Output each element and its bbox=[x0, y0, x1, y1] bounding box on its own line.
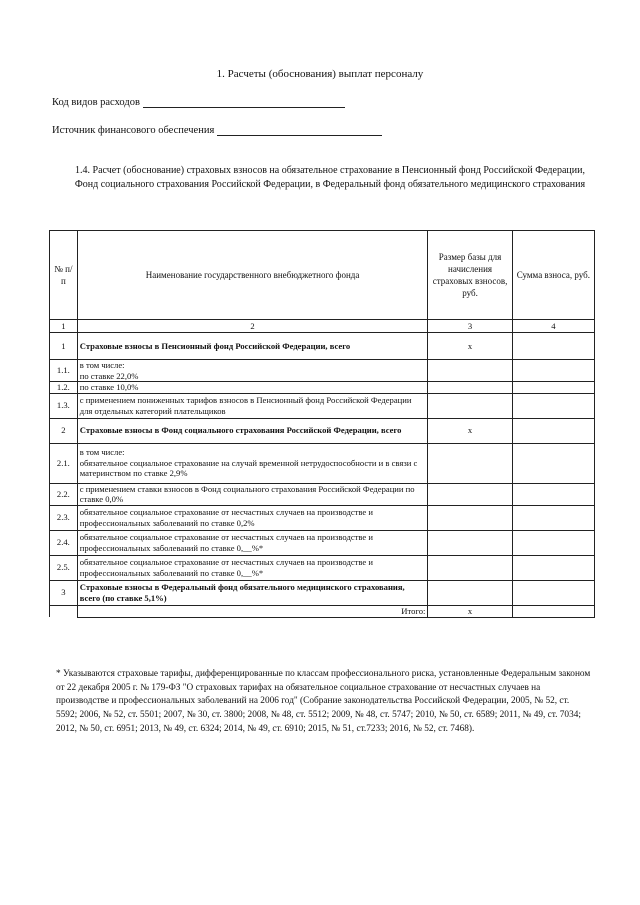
row-sum-value bbox=[512, 530, 594, 555]
row-base-value: х bbox=[428, 333, 512, 360]
column-number: 1 bbox=[50, 320, 78, 333]
row-fund-name: обязательное социальное страхование от несчастных случаев на производстве и профессиональных заболеваний по ставке 0,__%* bbox=[77, 530, 428, 555]
row-fund-name: в том числе: по ставке 22,0% bbox=[77, 360, 428, 382]
column-number: 2 bbox=[77, 320, 428, 333]
row-fund-name: в том числе: обязательное социальное страхование на случай временной нетрудоспособности и в связи с материнством по ставке 2,9% bbox=[77, 443, 428, 483]
row-base-value bbox=[428, 505, 512, 530]
row-fund-name: обязательное социальное страхование от несчастных случаев на производстве и профессиональных заболеваний по ставке 0,__%* bbox=[77, 555, 428, 580]
row-number: 2.4. bbox=[50, 530, 78, 555]
row-number: 2.2. bbox=[50, 483, 78, 505]
row-number: 3 bbox=[50, 580, 78, 605]
footnote: * Указываются страховые тарифы, дифференцированные по классам профессионального риска, установленные Федеральным законом от 22 декабря 2005 г. № 179-ФЗ "О страховых тарифах на обязательное социальное страхование от несчастных случаев на производстве и профессиональных заболеваний на 2006 год" (Собрание законодательства Российской Федерации, 2005, № 52, ст. 5592; 2006, № 52, ст. 5501; 2007, № 30, ст. 3800; 2008, № 48, ст. 5512; 2009, № 48, ст. 5747; 2010, № 50, ст. 6589; 2011, № 49, ст. 7034; 2012, № 50, ст. 6951; 2013, № 49, ст. 6324; 2014, № 49, ст. 6910; 2015, № 51, ст.7233; 2016, № 52, ст. 7468). bbox=[56, 669, 591, 734]
funding-source-blank bbox=[217, 124, 382, 136]
row-sum-value bbox=[512, 360, 594, 382]
row-number: 2.5. bbox=[50, 555, 78, 580]
table-row bbox=[50, 333, 595, 360]
row-fund-name: с применением пониженных тарифов взносов в Пенсионный фонд Российской Федерации для отдельных категорий плательщиков bbox=[77, 393, 428, 418]
row-number: 2 bbox=[50, 418, 78, 443]
funding-source-field bbox=[52, 124, 382, 136]
column-numbers-row bbox=[50, 320, 595, 333]
row-fund-name: Страховые взносы в Фонд социального страхования Российской Федерации, всего bbox=[77, 418, 428, 443]
row-base-value bbox=[428, 530, 512, 555]
row-number: 1.3. bbox=[50, 393, 78, 418]
row-base-value bbox=[428, 393, 512, 418]
column-number: 4 bbox=[512, 320, 594, 333]
row-number: 1 bbox=[50, 333, 78, 360]
row-fund-name: с применением ставки взносов в Фонд социального страхования Российской Федерации по ставке 0,0% bbox=[77, 483, 428, 505]
row-base-value: х bbox=[428, 418, 512, 443]
row-number: 2.1. bbox=[50, 443, 78, 483]
row-number: 1.1. bbox=[50, 360, 78, 382]
header-name: Наименование государственного внебюджетного фонда bbox=[77, 231, 428, 320]
table-header-row bbox=[50, 231, 595, 320]
row-base-value bbox=[428, 360, 512, 382]
row-base-value bbox=[428, 580, 512, 605]
table-row bbox=[50, 443, 595, 483]
funding-source-label: Источник финансового обеспечения bbox=[52, 125, 215, 136]
row-number: 1.2. bbox=[50, 382, 78, 394]
row-sum-value bbox=[512, 505, 594, 530]
row-sum-value bbox=[512, 443, 594, 483]
table-row bbox=[50, 483, 595, 505]
column-number: 3 bbox=[428, 320, 512, 333]
total-sum-value bbox=[512, 605, 594, 617]
table-row bbox=[50, 530, 595, 555]
row-sum-value bbox=[512, 333, 594, 360]
row-base-value bbox=[428, 443, 512, 483]
row-sum-value bbox=[512, 580, 594, 605]
row-sum-value bbox=[512, 483, 594, 505]
section-title: 1.4. Расчет (обоснование) страховых взносов на обязательное страхование в Пенсионный фонд Российской Федерации, Фонд социального страхования Российской Федерации, в Федеральный фонд обязательного медицинского страхования bbox=[74, 165, 586, 190]
expense-code-field bbox=[52, 96, 345, 108]
table-row bbox=[50, 382, 595, 394]
row-sum-value bbox=[512, 555, 594, 580]
total-label: Итого: bbox=[77, 605, 428, 617]
table-row bbox=[50, 555, 595, 580]
header-num: № п/п bbox=[50, 231, 78, 320]
header-base: Размер базы для начисления страховых взносов, руб. bbox=[428, 231, 512, 320]
row-sum-value bbox=[512, 393, 594, 418]
table-row bbox=[50, 580, 595, 605]
total-spacer bbox=[50, 605, 78, 617]
row-sum-value bbox=[512, 418, 594, 443]
row-base-value bbox=[428, 555, 512, 580]
table-row bbox=[50, 418, 595, 443]
expense-code-label: Код видов расходов bbox=[52, 97, 140, 108]
expense-code-blank bbox=[143, 96, 345, 108]
total-row bbox=[50, 605, 595, 617]
row-sum-value bbox=[512, 382, 594, 394]
row-fund-name: по ставке 10,0% bbox=[77, 382, 428, 394]
row-base-value bbox=[428, 382, 512, 394]
contributions-table bbox=[49, 230, 595, 618]
row-fund-name: Страховые взносы в Пенсионный фонд Российской Федерации, всего bbox=[77, 333, 428, 360]
page-heading: 1. Расчеты (обоснования) выплат персоналу bbox=[216, 68, 424, 80]
row-fund-name: обязательное социальное страхование от несчастных случаев на производстве и профессиональных заболеваний по ставке 0,2% bbox=[77, 505, 428, 530]
table-row bbox=[50, 505, 595, 530]
table-row bbox=[50, 360, 595, 382]
table-row bbox=[50, 393, 595, 418]
row-fund-name: Страховые взносы в Федеральный фонд обязательного медицинского страхования, всего (по ставке 5,1%) bbox=[77, 580, 428, 605]
total-base-value: х bbox=[428, 605, 512, 617]
row-number: 2.3. bbox=[50, 505, 78, 530]
header-sum: Сумма взноса, руб. bbox=[512, 231, 594, 320]
row-base-value bbox=[428, 483, 512, 505]
